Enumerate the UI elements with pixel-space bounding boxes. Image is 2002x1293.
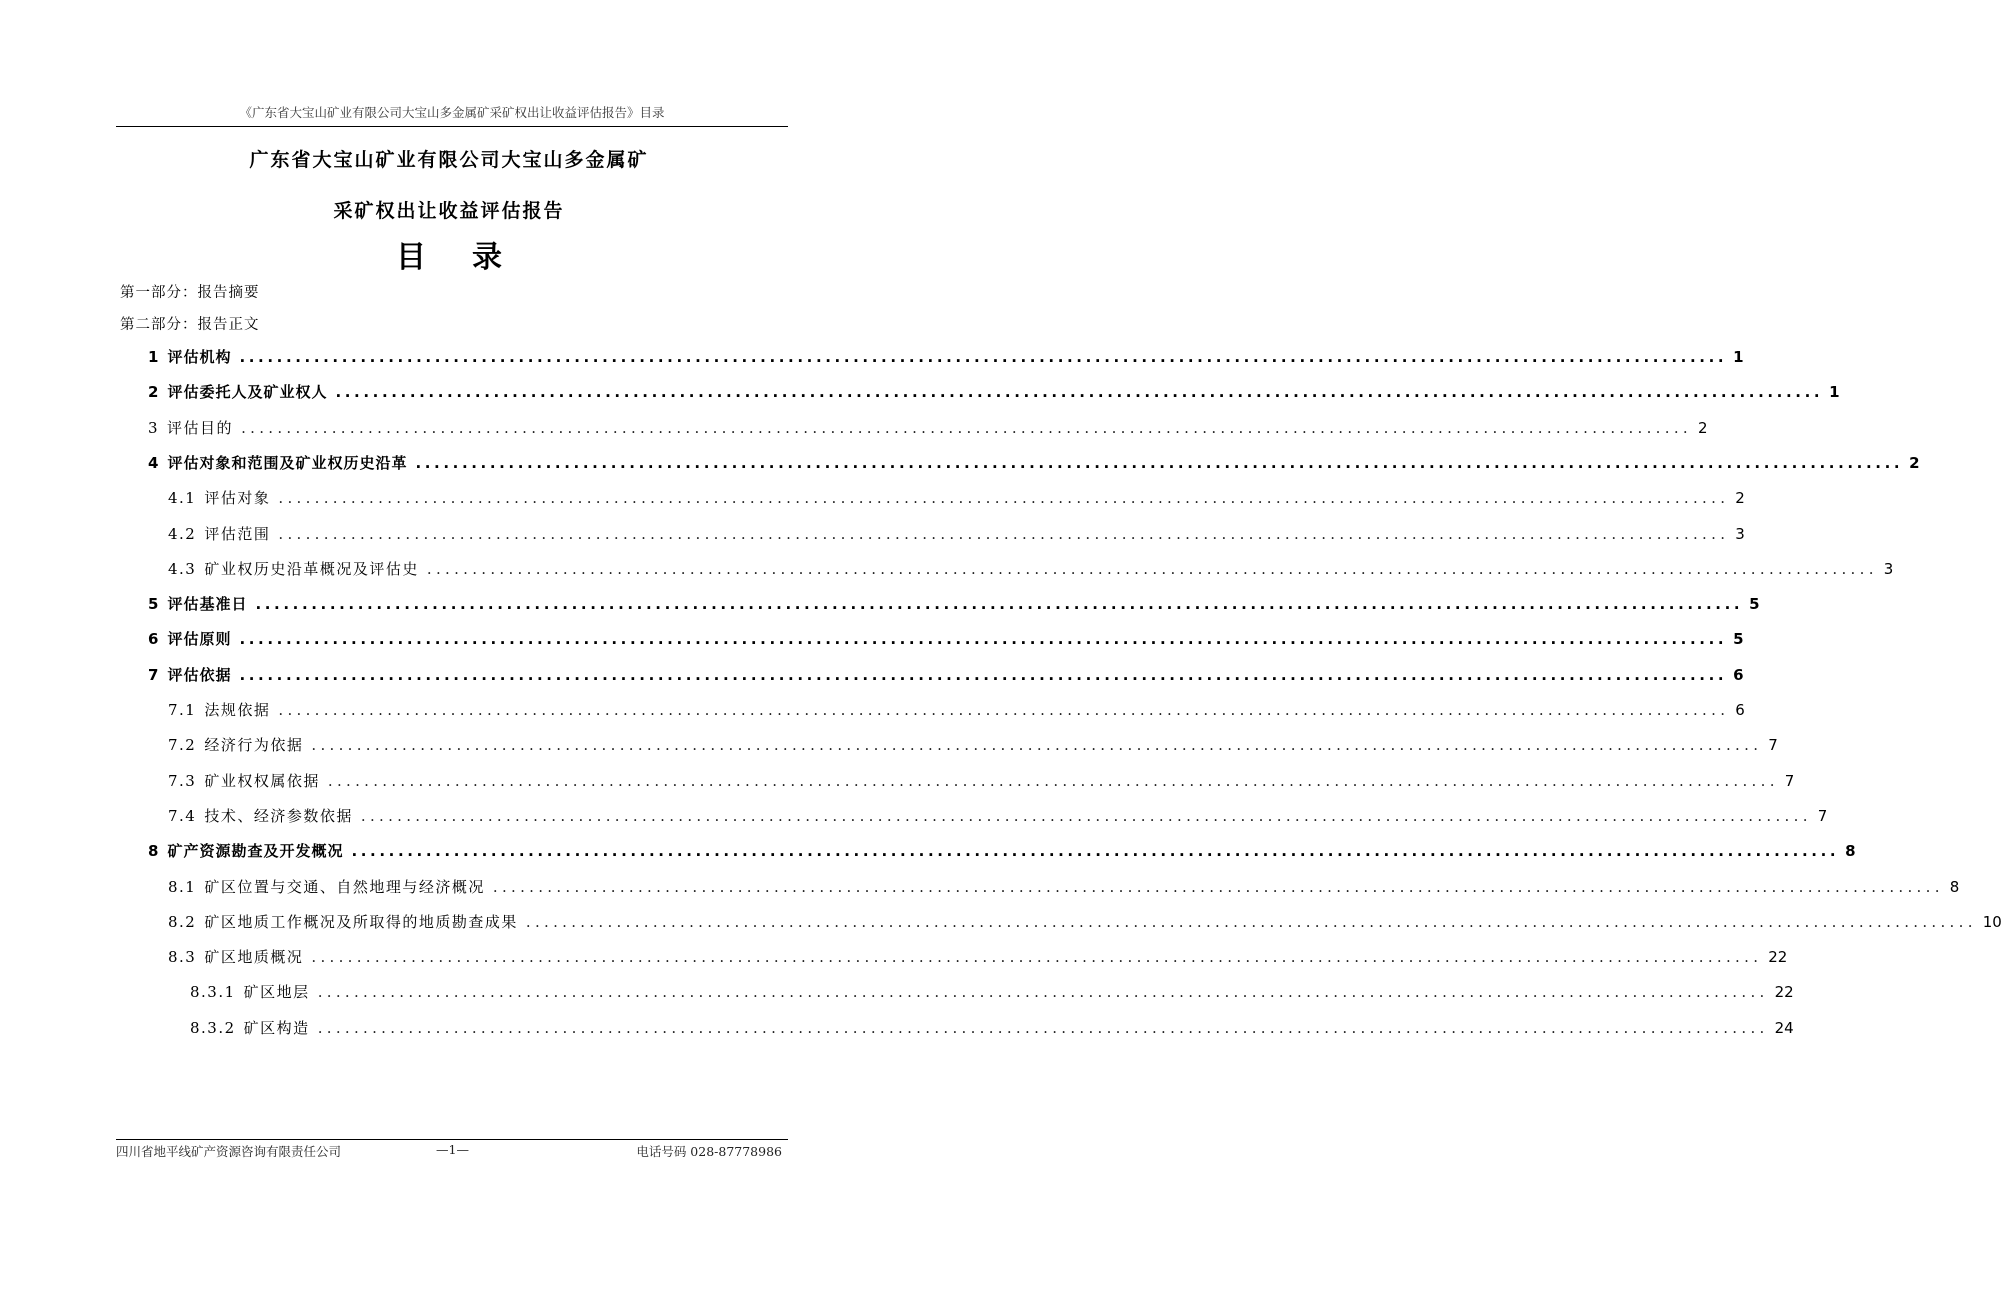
toc-leader-dots: ................................................................................................................................................................ <box>317 983 1769 1001</box>
toc-leader-dots: ................................................................................................................................................................ <box>426 560 1878 578</box>
toc-entry-page: 2 <box>1735 489 1745 507</box>
toc-entry[interactable] <box>168 523 1745 545</box>
toc-entry-page: 8 <box>1845 842 1856 860</box>
toc-entry-label: 评估目的 <box>167 419 234 437</box>
toc-entry-label: 评估基准日 <box>167 595 248 613</box>
toc-entry-number: 8 <box>148 842 160 860</box>
footer-company: 四川省地平线矿产资源咨询有限责任公司 <box>116 1144 342 1159</box>
toc-entry-page: 3 <box>1735 525 1745 543</box>
toc-entry[interactable] <box>148 840 1856 862</box>
part-two-label: 第二部分：报告正文 <box>120 317 260 333</box>
toc-entry-label: 评估委托人及矿业权人 <box>167 383 328 401</box>
toc-entry-page: 1 <box>1733 348 1744 366</box>
toc-entry-number: 7.3 <box>168 772 197 790</box>
toc-entry-label: 评估对象和范围及矿业权历史沿革 <box>167 454 408 472</box>
toc-leader-dots: ................................................................................................................................................................ <box>351 842 1840 860</box>
toc-entry-page: 6 <box>1733 666 1744 684</box>
footer-rule <box>116 1139 788 1140</box>
toc-entry-number: 1 <box>148 348 160 366</box>
toc-heading: 目录 <box>396 240 548 275</box>
toc-entry[interactable] <box>148 452 1920 474</box>
toc-entry[interactable] <box>168 876 1960 898</box>
toc-entry-page: 3 <box>1883 560 1894 578</box>
toc-entry[interactable] <box>148 664 1744 686</box>
toc-entry-number: 7.4 <box>168 807 197 825</box>
report-title-line-1: 广东省大宝山矿业有限公司大宝山多金属矿 <box>249 149 649 171</box>
toc-leader-dots: ................................................................................................................................................................ <box>241 419 1692 437</box>
toc-entry-label: 评估机构 <box>167 348 232 366</box>
toc-entry-label: 矿业权权属依据 <box>204 772 320 790</box>
toc-entry-number: 7.2 <box>168 736 197 754</box>
toc-entry[interactable] <box>168 911 2002 933</box>
toc-entry-number: 2 <box>148 383 160 401</box>
toc-entry-number: 3 <box>148 419 160 437</box>
toc-entry-page: 5 <box>1733 630 1744 648</box>
toc-entry-number: 8.2 <box>168 913 197 931</box>
toc-entry-number: 8.3 <box>168 948 197 966</box>
toc-leader-dots: ................................................................................................................................................................ <box>311 948 1763 966</box>
toc-entry-label: 矿区地质概况 <box>204 948 304 966</box>
toc-leader-dots: ................................................................................................................................................................ <box>239 348 1728 366</box>
toc-entry[interactable] <box>148 381 1840 403</box>
toc-entry-page: 22 <box>1774 983 1794 1001</box>
toc-entry[interactable] <box>168 770 1795 792</box>
part-one-label: 第一部分：报告摘要 <box>120 285 260 301</box>
toc-entry-page: 1 <box>1829 383 1840 401</box>
toc-leader-dots: ................................................................................................................................................................ <box>360 807 1812 825</box>
toc-entry[interactable] <box>148 593 1760 615</box>
toc-entry-page: 2 <box>1909 454 1920 472</box>
toc-entry-label: 评估对象 <box>204 489 271 507</box>
toc-entry-page: 10 <box>1982 913 2002 931</box>
toc-entry[interactable] <box>168 805 1828 827</box>
footer-page-number: —1— <box>436 1142 469 1157</box>
toc-leader-dots: ................................................................................................................................................................ <box>492 878 1944 896</box>
toc-entry-label: 矿业权历史沿革概况及评估史 <box>204 560 419 578</box>
toc-entry[interactable] <box>168 946 1788 968</box>
toc-entry-page: 7 <box>1817 807 1828 825</box>
footer-phone: 电话号码 028-87778986 <box>636 1144 782 1159</box>
toc-leader-dots: ................................................................................................................................................................ <box>525 913 1977 931</box>
toc-leader-dots: ................................................................................................................................................................ <box>317 1019 1769 1037</box>
toc-entry-number: 8.1 <box>168 878 197 896</box>
toc-entry-label: 经济行为依据 <box>204 736 304 754</box>
toc-entry-number: 4.2 <box>168 525 197 543</box>
toc-entry-label: 矿区地质工作概况及所取得的地质勘查成果 <box>204 913 518 931</box>
toc-leader-dots: ................................................................................................................................................................ <box>311 736 1763 754</box>
toc-entry-label: 评估原则 <box>167 630 232 648</box>
running-header: 《广东省大宝山矿业有限公司大宝山多金属矿采矿权出让收益评估报告》目录 <box>239 105 665 120</box>
toc-entry-page: 24 <box>1774 1019 1794 1037</box>
toc-entry-label: 评估依据 <box>167 666 232 684</box>
toc-entry-label: 矿区位置与交通、自然地理与经济概况 <box>204 878 485 896</box>
toc-entry-number: 8.3.1 <box>190 983 236 1001</box>
toc-entry-number: 4.3 <box>168 560 197 578</box>
toc-entry-label: 评估范围 <box>204 525 271 543</box>
toc-entry-page: 2 <box>1697 419 1708 437</box>
toc-entry-number: 4.1 <box>168 489 197 507</box>
toc-entry-number: 6 <box>148 630 160 648</box>
toc-entry-page: 5 <box>1749 595 1760 613</box>
toc-entry[interactable] <box>168 699 1745 721</box>
toc-leader-dots: ................................................................................................................................................................ <box>278 525 1730 543</box>
toc-entry-page: 6 <box>1735 701 1745 719</box>
toc-entry[interactable] <box>190 1017 1794 1039</box>
toc-entry-label: 矿区构造 <box>243 1019 310 1037</box>
toc-entry-page: 8 <box>1949 878 1960 896</box>
toc-leader-dots: ................................................................................................................................................................ <box>335 383 1824 401</box>
toc-entry-label: 矿产资源勘查及开发概况 <box>167 842 344 860</box>
toc-entry-label: 矿区地层 <box>243 983 310 1001</box>
toc-entry-page: 7 <box>1784 772 1795 790</box>
toc-entry[interactable] <box>190 981 1794 1003</box>
toc-entry-page: 7 <box>1768 736 1778 754</box>
toc-entry[interactable] <box>168 734 1778 756</box>
toc-entry-page: 22 <box>1768 948 1788 966</box>
toc-entry-number: 7.1 <box>168 701 197 719</box>
toc-entry-label: 技术、经济参数依据 <box>204 807 353 825</box>
toc-leader-dots: ................................................................................................................................................................ <box>255 595 1744 613</box>
toc-entry[interactable] <box>168 487 1745 509</box>
toc-entry[interactable] <box>148 417 1708 439</box>
toc-entry[interactable] <box>148 346 1744 368</box>
toc-leader-dots: ................................................................................................................................................................ <box>278 489 1730 507</box>
report-title-line-2: 采矿权出让收益评估报告 <box>333 200 565 222</box>
toc-leader-dots: ................................................................................................................................................................ <box>239 666 1728 684</box>
toc-entry-number: 4 <box>148 454 160 472</box>
toc-entry[interactable] <box>168 558 1894 580</box>
toc-leader-dots: ................................................................................................................................................................ <box>278 701 1730 719</box>
toc-leader-dots: ................................................................................................................................................................ <box>327 772 1779 790</box>
toc-entry-number: 7 <box>148 666 160 684</box>
toc-entry[interactable] <box>148 628 1744 650</box>
toc-entry-number: 8.3.2 <box>190 1019 236 1037</box>
toc-entry-number: 5 <box>148 595 160 613</box>
toc-entry-label: 法规依据 <box>204 701 271 719</box>
toc-leader-dots: ................................................................................................................................................................ <box>239 630 1728 648</box>
toc-leader-dots: ................................................................................................................................................................ <box>415 454 1904 472</box>
